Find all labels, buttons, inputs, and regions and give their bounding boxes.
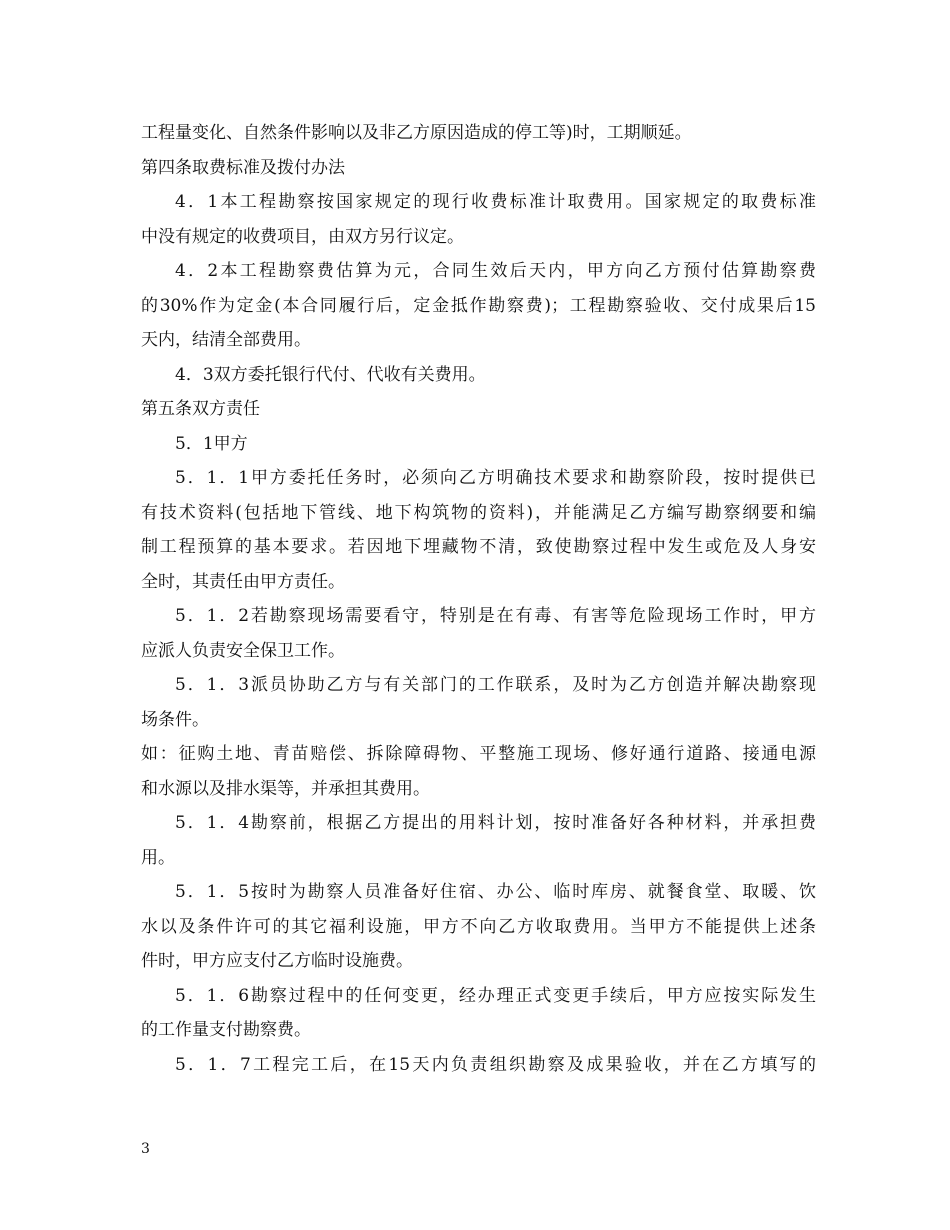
text-line: 和水源以及排水渠等，并承担其费用。 [141,778,430,799]
text-line: 5．1．6勘察过程中的任何变更，经办理正式变更手续后，甲方应按实际发生 [175,985,816,1006]
text-line: 5．1．2若勘察现场需要看守，特别是在有毒、有害等危险现场工作时，甲方 [175,606,816,626]
text-line: 应派人负责安全保卫工作。 [141,640,345,661]
text-line: 用。 [141,847,175,868]
text-line: 如：征购土地、青苗赔偿、拆除障碍物、平整施工现场、修好通行道路、接通电源 [141,744,816,764]
text-line: 5．1．5按时为勘察人员准备好住宿、办公、临时库房、就餐食堂、取暖、饮 [175,882,816,902]
text-line: 水以及条件许可的其它福利设施，甲方不向乙方收取费用。当甲方不能提供上述条 [141,916,816,937]
section-heading: 第五条双方责任 [141,399,260,419]
document-body [141,116,816,1082]
section-heading: 第四条取费标准及拨付办法 [141,157,345,178]
text-line: 4．3双方委托银行代付、代收有关费用。 [175,364,486,385]
text-line: 5．1．4勘察前，根据乙方提出的用料计划，按时准备好各种材料，并承担费 [175,813,816,833]
text-line: 场条件。 [141,709,209,730]
text-line: 5．1．1甲方委托任务时，必须向乙方明确技术要求和勘察阶段，按时提供已 [175,468,816,488]
text-line: 有技术资料(包括地下管线、地下构筑物的资料)，并能满足乙方编写勘察纲要和编 [141,502,816,523]
text-line: 全时，其责任由甲方责任。 [141,571,345,592]
text-line: 的30%作为定金(本合同履行后，定金抵作勘察费)；工程勘察验收、交付成果后15 [141,295,816,316]
text-line: 中没有规定的收费项目，由双方另行议定。 [141,226,464,247]
text-line: 5．1．7工程完工后，在15天内负责组织勘察及成果验收，并在乙方填写的 [175,1054,816,1075]
text-line: 制工程预算的基本要求。若因地下埋藏物不清，致使勘察过程中发生或危及人身安 [141,537,816,557]
text-line: 4．1本工程勘察按国家规定的现行收费标准计取费用。国家规定的取费标准 [175,192,816,212]
text-line: 4．2本工程勘察费估算为元，合同生效后天内，甲方向乙方预付估算勘察费 [175,261,816,281]
text-line: 天内，结清全部费用。 [141,330,311,350]
text-line: 件时，甲方应支付乙方临时设施费。 [141,951,413,971]
subsection-heading: 5．1甲方 [175,433,248,454]
text-line: 的工作量支付勘察费。 [141,1020,311,1040]
text-line: 工程量变化、自然条件影响以及非乙方原因造成的停工等)时，工期顺延。 [141,123,692,143]
page-number: 3 [141,1141,150,1157]
text-line: 5．1．3派员协助乙方与有关部门的工作联系，及时为乙方创造并解决勘察现 [175,675,816,695]
